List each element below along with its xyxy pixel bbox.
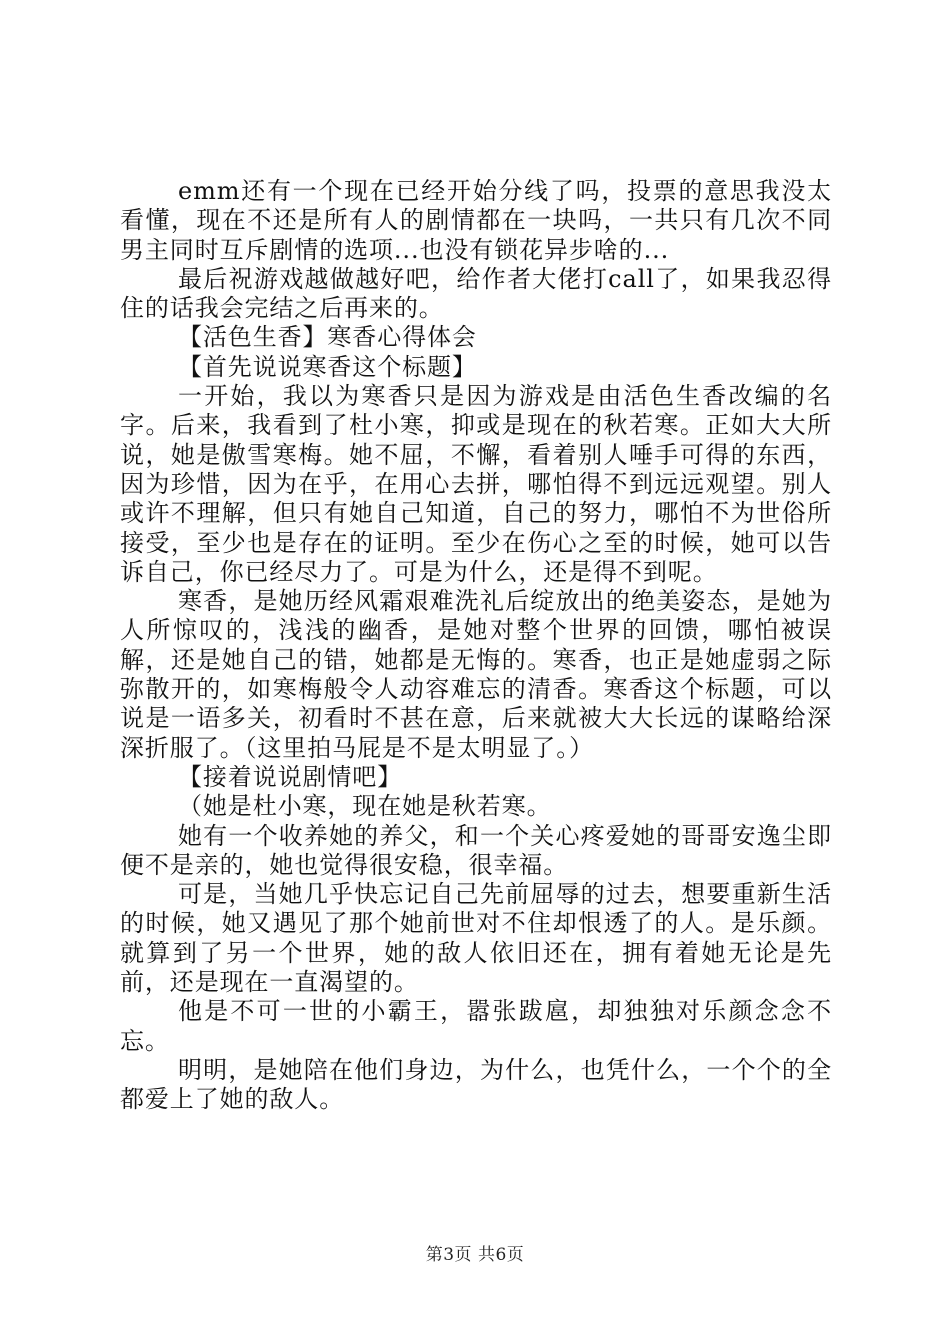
page-footer — [0, 1240, 950, 1265]
paragraph: 最后祝游戏越做越好吧，给作者大佬打call了，如果我忍得住的话我会完结之后再来的。 — [120, 264, 832, 323]
paragraph: （她是杜小寒，现在她是秋若寒。 — [178, 792, 552, 821]
paragraph: 她有一个收养她的养父，和一个关心疼爱她的哥哥安逸尘即便不是亲的，她也觉得很安稳，很幸福。 — [120, 821, 832, 879]
document-body — [120, 177, 832, 1115]
paragraph: 明明，是她陪在他们身边，为什么，也凭什么，一个个的全都爱上了她的敌人。 — [120, 1055, 832, 1114]
paragraph: 寒香，是她历经风霜艰难洗礼后绽放出的绝美姿态，是她为人所惊叹的，浅浅的幽香，是她对整个世界的回馈，哪怕被误解，还是她自己的错，她都是无悔的。寒香，也正是她虚弱之际弥散开的，如寒梅般令人动容难忘的清香。寒香这个标题，可以说是一语多关，初看时不甚在意，后来就被大大长远的谋略给深深折服了。（这里拍马屁是不是太明显了。） — [120, 587, 832, 762]
paragraph: 他是不可一世的小霸王，嚣张跋扈，却独独对乐颜念念不忘。 — [120, 997, 832, 1055]
section-heading: 【活色生香】寒香心得体会 — [178, 323, 477, 352]
page-number: 第3页 共6页 — [425, 1245, 525, 1265]
paragraph: 可是，当她几乎快忘记自己先前屈辱的过去，想要重新生活的时候，她又遇见了那个她前世对不住却恨透了的人。是乐颜。就算到了另一个世界，她的敌人依旧还在，拥有着她无论是先前，还是现在一直渴望的。 — [120, 880, 832, 997]
paragraph: emm还有一个现在已经开始分线了吗，投票的意思我没太看懂，现在不还是所有人的剧情都在一块吗，一共只有几次不同男主同时互斥剧情的选项...也没有锁花异步啥的... — [120, 177, 832, 264]
paragraph: 一开始，我以为寒香只是因为游戏是由活色生香改编的名字。后来，我看到了杜小寒，抑或是现在的秋若寒。正如大大所说，她是傲雪寒梅。她不屈，不懈，看着别人唾手可得的东西，因为珍惜，因为在乎，在用心去拼，哪怕得不到远远观望。别人或许不理解，但只有她自己知道，自己的努力，哪怕不为世俗所接受，至少也是存在的证明。至少在伤心之至的时候，她可以告诉自己，你已经尽力了。可是为什么，还是得不到呢。 — [120, 382, 832, 586]
section-heading: 【首先说说寒香这个标题】 — [178, 352, 477, 381]
section-heading: 【接着说说剧情吧】 — [178, 762, 403, 791]
